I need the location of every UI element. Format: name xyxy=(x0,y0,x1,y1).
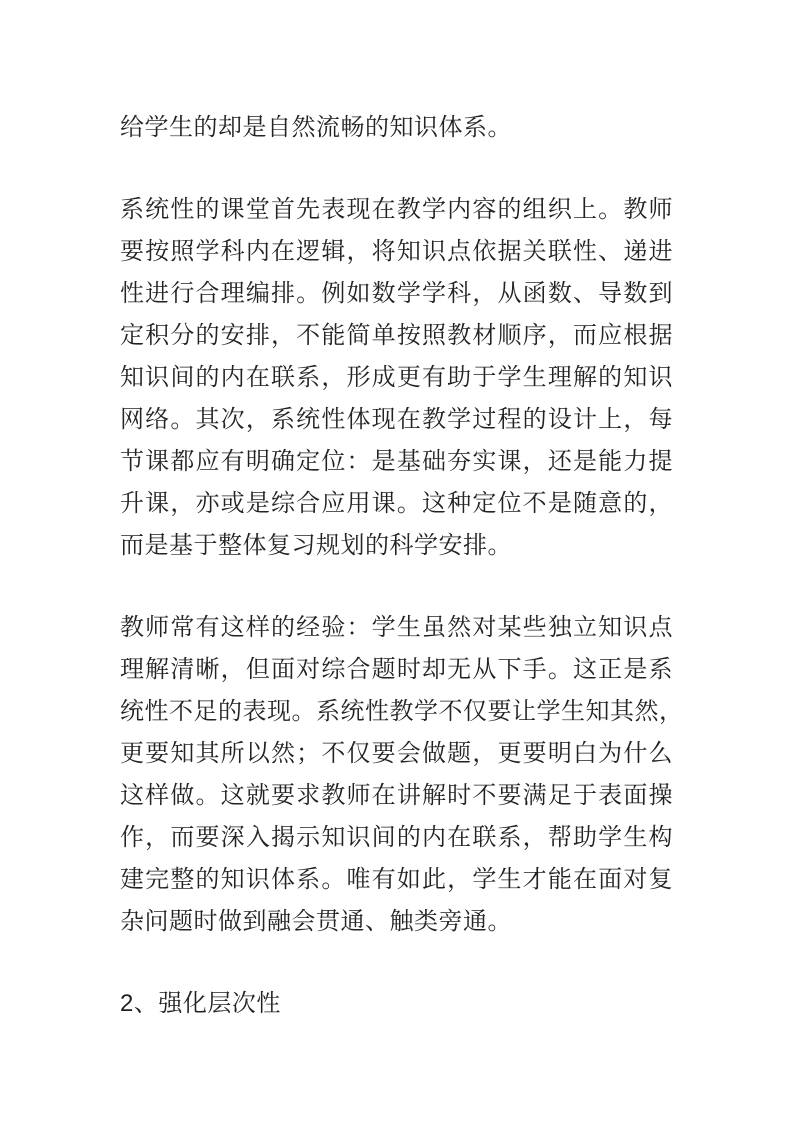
text-line: 升课，亦或是综合应用课。这种定位不是随意的， xyxy=(120,490,673,517)
text-line: 杂问题时做到融会贯通、触类旁通。 xyxy=(120,908,512,935)
text-line: 2、强化层次性 xyxy=(120,990,281,1017)
text-line: 这样做。这就要求教师在讲解时不要满足于表面操 xyxy=(120,782,673,809)
text-line: 统性不足的表现。系统性教学不仅要让学生知其然， xyxy=(120,698,684,725)
paragraph xyxy=(120,189,673,567)
text-line: 性进行合理编排。例如数学学科，从函数、导数到 xyxy=(120,280,673,307)
paragraph xyxy=(120,607,684,943)
text-line: 知识间的内在联系，形成更有助于学生理解的知识 xyxy=(120,364,673,391)
paragraph xyxy=(120,107,673,149)
text-line: 建完整的知识体系。唯有如此，学生才能在面对复 xyxy=(120,866,673,893)
section-heading xyxy=(120,983,673,1025)
text-line: 更要知其所以然；不仅要会做题，更要明白为什么 xyxy=(120,740,673,767)
text-line: 要按照学科内在逻辑，将知识点依据关联性、递进 xyxy=(120,238,673,265)
text-line: 理解清晰，但面对综合题时却无从下手。这正是系 xyxy=(120,656,673,683)
text-line: 作，而要深入揭示知识间的内在联系，帮助学生构 xyxy=(120,824,673,851)
text-line: 定积分的安排，不能简单按照教材顺序，而应根据 xyxy=(120,322,673,349)
text-line: 网络。其次，系统性体现在教学过程的设计上，每 xyxy=(120,406,673,433)
text-line: 而是基于整体复习规划的科学安排。 xyxy=(120,532,512,559)
text-line: 给学生的却是自然流畅的知识体系。 xyxy=(120,114,512,141)
text-line: 节课都应有明确定位：是基础夯实课，还是能力提 xyxy=(120,448,673,475)
text-line: 教师常有这样的经验：学生虽然对某些独立知识点 xyxy=(120,614,673,641)
text-line: 系统性的课堂首先表现在教学内容的组织上。教师 xyxy=(120,196,673,223)
